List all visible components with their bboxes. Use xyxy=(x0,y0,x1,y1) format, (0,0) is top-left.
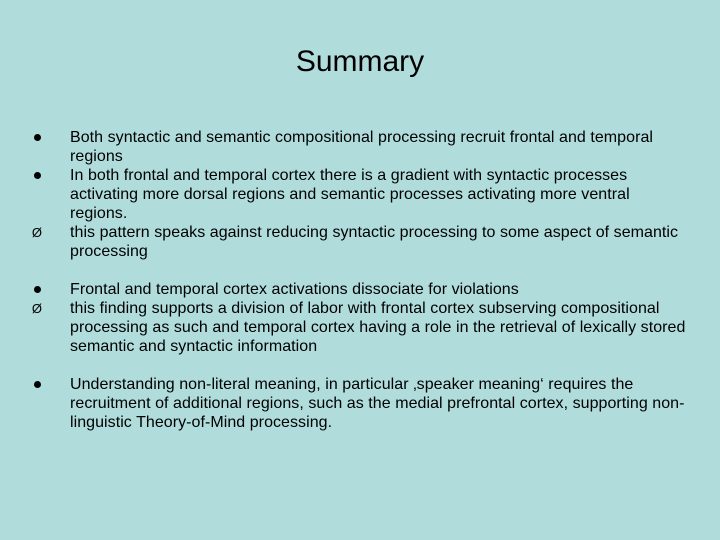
arrow-bullet-icon: Ø xyxy=(31,301,43,316)
bullet-item-2 xyxy=(38,166,688,223)
bullet-dot-icon xyxy=(30,375,44,394)
bullet-item-3 xyxy=(31,223,688,261)
bullet-item-5 xyxy=(31,299,688,356)
bullet-dot-icon xyxy=(30,166,44,185)
bullet-item-6 xyxy=(38,375,688,432)
bullet-item-4 xyxy=(38,280,688,299)
arrow-bullet-icon: Ø xyxy=(31,225,43,240)
bullet-text-2: In both frontal and temporal cortex there is a gradient with syntactic processes activating more dorsal regions and semantic processes activating more ventral regions. xyxy=(70,167,630,222)
bullet-text-5: this finding supports a division of labor with frontal cortex subserving compositional processing as such and temporal cortex having a role in the retrieval of lexically stored semantic and syntactic information xyxy=(70,300,686,355)
bullet-text-3: this pattern speaks against reducing syntactic processing to some aspect of semantic processing xyxy=(70,224,679,260)
bullet-text-6: Understanding non-literal meaning, in particular ‚speaker meaning‘ requires the recruitment of additional regions, such as the medial prefrontal cortex, supporting non-linguistic Theory-of-Mind processing. xyxy=(70,376,685,431)
bullet-dot-icon xyxy=(30,280,44,299)
slide-title-text: Summary xyxy=(295,45,425,78)
slide-title xyxy=(0,44,720,80)
bullet-dot-icon xyxy=(30,128,44,147)
bullet-list xyxy=(31,128,688,432)
bullet-text-4: Frontal and temporal cortex activations dissociate for violations xyxy=(70,281,519,298)
bullet-text-1: Both syntactic and semantic compositional processing recruit frontal and temporal regions xyxy=(70,129,654,165)
bullet-item-1 xyxy=(38,128,688,166)
